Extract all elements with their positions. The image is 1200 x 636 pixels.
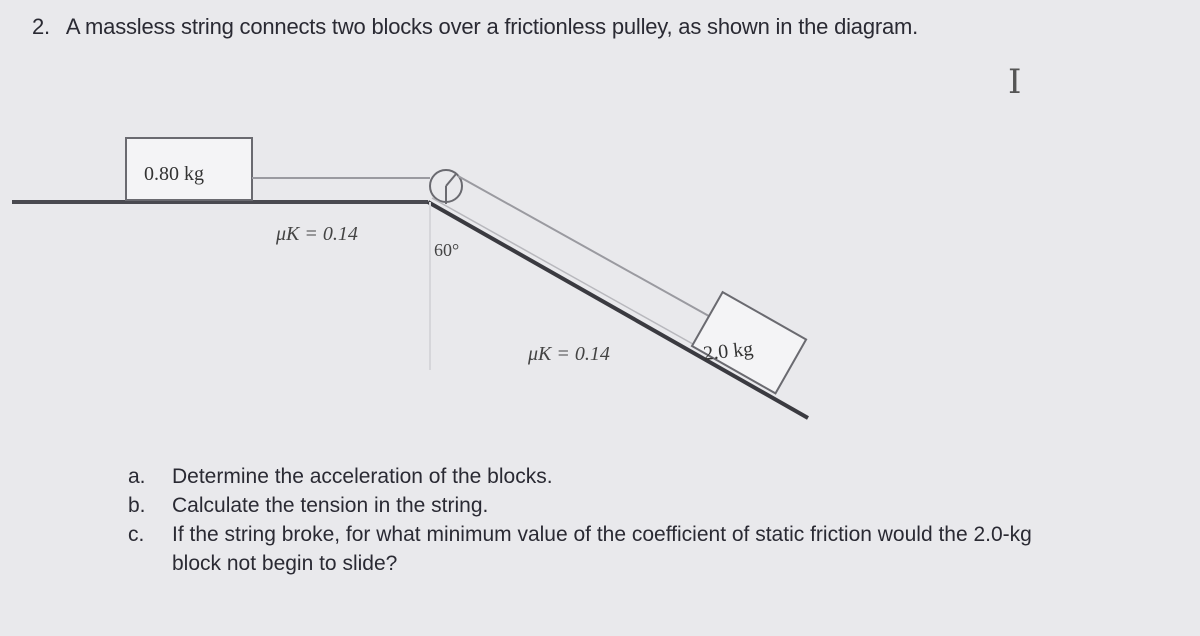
block-incline-label: 2.0 kg [702, 337, 755, 365]
string-incline [458, 176, 716, 320]
question-number: 2. [32, 14, 50, 39]
block-left-label: 0.80 kg [144, 163, 204, 185]
mu-label-incline: μK = 0.14 [528, 343, 610, 365]
question-parts [128, 462, 1032, 578]
part-c [128, 520, 1032, 578]
mu-label-table: μK = 0.14 [276, 223, 358, 245]
part-b-text: Calculate the tension in the string. [172, 494, 489, 517]
part-a-text: Determine the acceleration of the blocks. [172, 465, 553, 488]
string-incline-lower [432, 198, 700, 348]
part-a [128, 462, 1032, 491]
part-c-continuation: block not begin to slide? [172, 552, 398, 575]
question-text: A massless string connects two blocks over a frictionless pulley, as shown in the diagram. [65, 14, 919, 39]
part-b-tag: b. [128, 494, 146, 517]
part-b [128, 491, 1032, 520]
part-c-tag: c. [128, 523, 145, 546]
part-c-text: If the string broke, for what minimum value of the coefficient of static friction would the 2.0-kg [172, 523, 1032, 546]
part-a-tag: a. [128, 465, 146, 488]
angle-label: 60° [434, 240, 460, 260]
text-cursor-icon: I [1008, 62, 1022, 102]
